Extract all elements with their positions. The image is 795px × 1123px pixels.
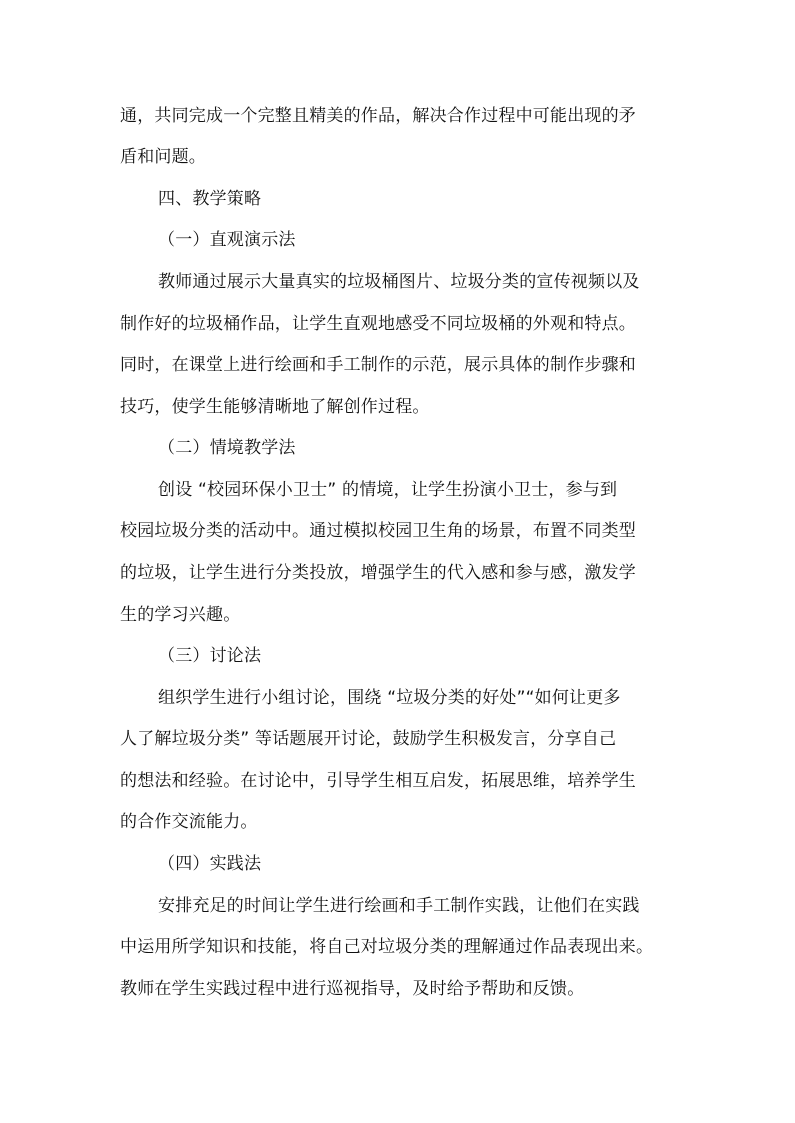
paragraph-line: 人了解垃圾分类” 等话题展开讨论，鼓励学生积极发言，分享自己: [120, 729, 617, 749]
paragraph-line: 通，共同完成一个完整且精美的作品，解决合作过程中可能出现的矛: [120, 106, 636, 126]
paragraph-line: 的垃圾，让学生进行分类投放，增强学生的代入感和参与感，激发学: [120, 563, 636, 583]
paragraph-line: 中运用所学知识和技能，将自己对垃圾分类的理解通过作品表现出来。: [120, 937, 654, 957]
subsection-heading: （二）情境教学法: [158, 438, 296, 458]
paragraph-line: 制作好的垃圾桶作品，让学生直观地感受不同垃圾桶的外观和特点。: [120, 314, 636, 334]
paragraph-line: 校园垃圾分类的活动中。通过模拟校园卫生角的场景，布置不同类型: [120, 521, 636, 541]
subsection-heading: （三）讨论法: [158, 646, 262, 666]
paragraph-line: 教师在学生实践过程中进行巡视指导，及时给予帮助和反馈。: [120, 979, 585, 999]
paragraph-line: 教师通过展示大量真实的垃圾桶图片、垃圾分类的宣传视频以及: [158, 272, 640, 292]
paragraph-line: 盾和问题。: [120, 147, 206, 167]
paragraph-line: 创设 “校园环保小卫士” 的情境，让学生扮演小卫士，参与到: [158, 480, 618, 500]
subsection-heading: （四）实践法: [158, 854, 262, 874]
paragraph-line: 安排充足的时间让学生进行绘画和手工制作实践，让他们在实践: [158, 896, 640, 916]
section-heading: 四、教学策略: [158, 189, 262, 209]
paragraph-line: 组织学生进行小组讨论，围绕 “垃圾分类的好处”“如何让更多: [158, 688, 621, 708]
paragraph-line: 技巧，使学生能够清晰地了解创作过程。: [120, 397, 430, 417]
paragraph-line: 生的学习兴趣。: [120, 605, 241, 625]
paragraph-line: 的合作交流能力。: [120, 812, 258, 832]
paragraph-line: 同时，在课堂上进行绘画和手工制作的示范，展示具体的制作步骤和: [120, 355, 636, 375]
paragraph-line: 的想法和经验。在讨论中，引导学生相互启发，拓展思维，培养学生: [120, 771, 636, 791]
subsection-heading: （一）直观演示法: [158, 230, 296, 250]
